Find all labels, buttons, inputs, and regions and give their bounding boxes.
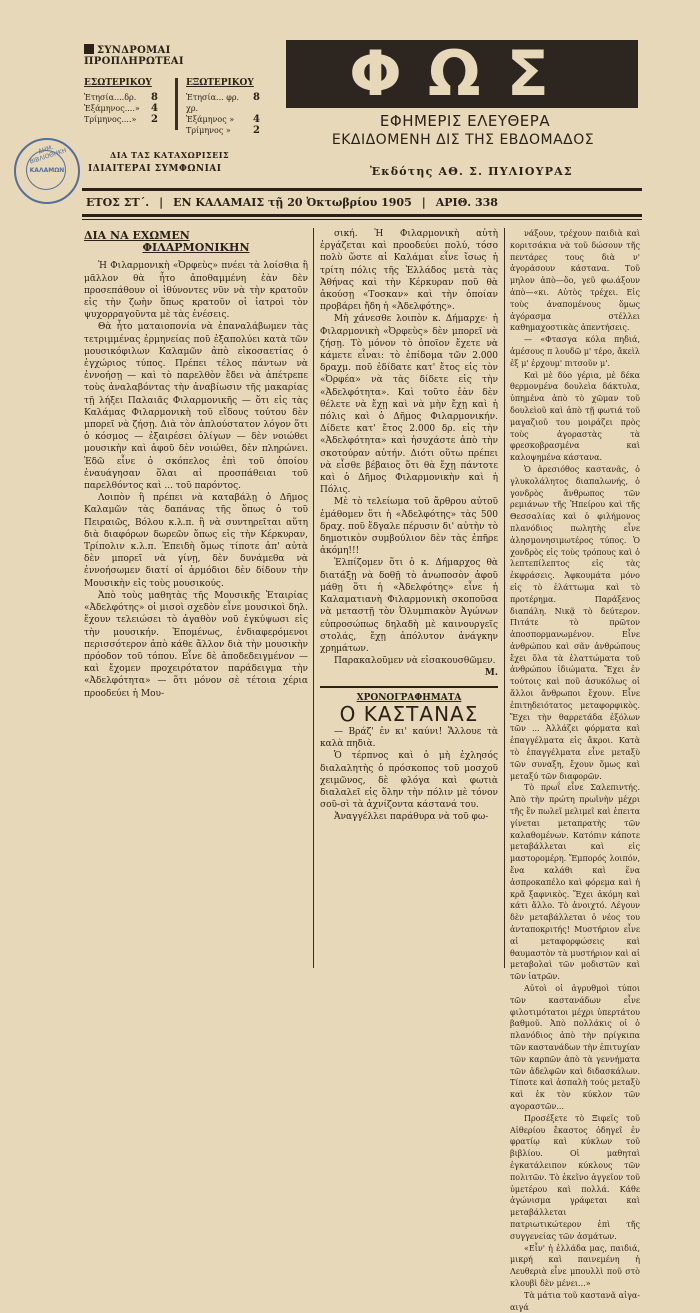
article-paragraph: Ὁ ἀρεσιόθος καστανᾶς, ὁ γλυκολάλητος διαπαλωνής, ὁ γονδρὸς ἄνθρωπος τῶν ρεμιάνων τῆς Ἠπείρου καὶ τῆς Θεσσαλίας καὶ ὁ φιλήμονος πλανόδιος πωλητὴς εἶνε ἀλησμονησιμωτέρος τύπος. Ὁ χονδρὸς εἰς τοὺς τρόπους καὶ ὁ λεπτεπίλεπτος εἰς τὰς ἐκφράσεις. Ἀφκουμάτα μόνο εἰς τὸ ἐλάττωμα καὶ τὸ προτέρημα. Παράξενος διαπάλη. Νικᾷ τὸ δεύτερον. Πιτάτε τὸ πρῶτον ἀποσπορμανωμένον. Εἶνε ἀνθρώπου καὶ σᾶν ἀνθρώπους ἔχει ὅλα τὰ ἐλαττώματα τοῦ ἀνθρώπου ἰδιώματα. Ἔχει ἐν τούτοις καὶ ποῦ ἀσυκόλως οἱ ἄλλοι ἄνθρωποι ἔχουν. Εἶνε ἐπιτηδειότατος μεταφορφικὸς. Ἔχει τὴν θαρρετάδα ἐξόλων τῶν ... Ἀλλάζει φόρματα καὶ ἐπαγγέλματα εἰς ἄκροι. Κατὰ τὸ ἐπαγγέλματα εἶνε μεταξὺ τῶν συναξη, ἔχουν ὅμως καὶ μεταξύ τῶν διαφορῶν.	[510, 464, 640, 781]
subscription-row: Ἐτησία....δρ. 8	[84, 92, 158, 103]
article-paragraph: Τὸ πρωΐ εἶνε Σαλεπιντής. Ἀπὸ τὴν πρώτη πρωϊνὴν μέχρι τῆς ἕν πωλεῖ μελιμεῖ καὶ ἐπειτα γίνεται μεταπρατὴς τῶν καλαθομένων. Κατόπιν κάποτε μεταβάλλεται καὶ εἰς μαστορομέρη. Ἔμπορός λοιπόν, ἕνα καλάθι καὶ ἕνα ἀσπροκαπέλο καὶ φόρεμα καὶ ἡ κρᾶ ξαφνικὸς. Ἔχει ἀκόμη καὶ κάτι ἄλλο. Τὸ ἀνοιχτό. Λέγουν δὲν μεταβάλλεται ὁ νέος του ἀνταποκριτής! Μυστήριον εἶνε αἱ μεταφορφώσεις καὶ θαυμαστὸν τὰ μυστήριον καὶ αἱ μεταβολαὶ τῶν μοδιστῶν καὶ τῶν ἱατρῶν.	[510, 783, 640, 982]
issue-number: ΑΡΙΘ. 338	[435, 196, 498, 209]
dateline	[86, 196, 638, 209]
subscription-row: Ἑξάμηνος....» 4	[84, 103, 158, 114]
newspaper-logo: ΦΩΣ	[286, 40, 638, 108]
article-paragraph: Μὲ τὸ τελείωμα τοῦ ἄρθρου αὐτοῦ ἐμάθομεν ὅτι ἡ «Ἀδελφότης» τὰς 500 δραχ. ποῦ ἔδγαλε πέρυσιν δι' αὐτὴν τὸ δημοτικὸν συμβούλιον δὲν τὰς ἐπῆρε ἀκόμη!!!	[320, 497, 498, 557]
article-paragraph: Λοιπὸν ἢ πρέπει νὰ καταβάλῃ ὁ Δῆμος Καλαμῶν τὰς δαπάνας τῆς ὅπως ὁ τοῦ Πειραιῶς, Βόλου κ.λ.π. ἢ νὰ συντηρεῖται αὕτη διὰ διαφόρων δωρεῶν ὅπως εἰς τὴν Κέρκυραν, Τρίπολιν κ.λ.π. Ἐπειδὴ ὅμως τίποτε ἀπ' αὐτὰ δὲν μπορεῖ νὰ γίνῃ, δὲν δυνάμεθα νὰ ἐννοήσωμεν διατί οἱ ἁρμόδιοι δὲν δίδουν τὴν Μουσικὴν εἰς τοὺς μουσικούς.	[84, 493, 308, 589]
article-paragraph: — Βράζ' ἐν κι' καύνι! Ἄλλουε τὰ καλὰ πηδιὰ.	[320, 726, 498, 750]
subscriptions-title: ΣΥΝΔΡΟΜΑΙ ΠΡΟΠΛΗΡΩΤΕΑΙ	[84, 45, 184, 67]
article-paragraph: Καὶ μὲ δύο γέρια, μὲ δέκα θερμονμένα δουλεὶα δάκτυλα, ὑπημένα ἀπὸ τὸ χῶμαν τοῦ δουλεὶοῦ καὶ ἀπὸ τῇ φωτιά τοῦ μαγαζιοῦ του μοιράζει πρὸς τοὺς ἀγοραστὰς τὰ φρεσκοβρασμένα καὶ καλοψημένα κάστανα.	[510, 370, 640, 463]
article-paragraph: Ἡ Φιλαρμονικὴ «Ὀρφεὺς» πνέει τὰ λοίσθια ἢ μᾶλλον θὰ ἦτο ἀποθαμμένη ἐὰν δὲν προσεπάθουν οἱ ἰθύνοντες νῦν νὰ τὴν κρατοῦν εἰς τὴν ζωὴν ὅπως κρατοῦν οἱ ἰατροὶ τὸν ψυχορραγοῦντα μὲ τὰς ἐνέσεις.	[84, 261, 308, 321]
section-rule	[320, 686, 498, 688]
year-label: ΕΤΟΣ ΣΤ΄.	[86, 196, 150, 209]
article-column-1	[84, 228, 308, 700]
subscriptions-exterior	[186, 78, 260, 136]
stamp-top-text: ΔΗΜ. ΒΙΒΛΙΟΘΗΚΗ	[28, 143, 68, 166]
ads-line-2: ΙΔΙΑΙΤΕΡΑΙ ΣΥΜΦΩΝΙΑΙ	[88, 164, 222, 174]
bottom-rule-thin	[82, 219, 642, 220]
stamp-bottom-text: ΚΑΛΑΜΩΝ	[29, 167, 65, 174]
subscription-row: Ἑξάμηνος » 4	[186, 114, 260, 125]
ornament-icon	[84, 44, 94, 54]
article-column-2	[320, 228, 498, 824]
article-paragraph: Παρακαλοῦμεν νὰ εἰσακουσθῶμεν.	[334, 656, 496, 667]
article-paragraph: νάξουν, τρέχουν παιδιὰ καὶ κοριτσάκια νὰ τοῦ δώσουν τῆς πεντάρες τους διὰ ν' ἀγοράσουν κάστανα. Τοῦ μηλον ἀπὸ—ὅο, γεῦ φω.άξουν ἀπὸ—«κι. Αὐτὸς τρέχει. Εἰς τοὺς ἀναπομένους ὅμως ἀγόρασμα στέλλει καθημαχοστικὰς ἀπεντήσεις.	[510, 229, 640, 333]
interior-heading: ΕΣΩΤΕΡΙΚΟΥ	[84, 78, 152, 88]
bottom-rule	[82, 214, 642, 217]
section-title: Ο ΚΑΣΤΑΝΑΣ	[339, 701, 479, 726]
article-paragraph: Τὰ μάτια τοῦ καστανᾶ αἰγα-αιγά	[510, 1290, 640, 1312]
article-paragraph: Μὴ χάνεσθε λοιπὸν κ. Δήμαρχε· ἡ Φιλαρμονικὴ «Ὀρφεὺς» δὲν μπορεῖ νὰ ζήσῃ. Τὸ μόνον τὸ ὁποῖον ἔχετε νὰ κάμετε εἶναι: τὸ ἐπίδομα τῶν 2.000 δραχμ. ποῦ ἐδίδατε κατ' ἔτος εἰς τὸν «Ὀρφέα» νὰ τὰς δίδετε εἰς τὴν «Ἀδελφότητα». Καὶ τοῦτο ἐὰν δὲν θέλετε νὰ ἔχῃ καὶ νὰ μὴν ἔχῃ καὶ ἡ πόλις καὶ ὁ Δῆμος Φιλαρμονικήν. Δίδετε κατ' ἔτος 2.000 δρ. εἰς τὴν «Ἀδελφότητα» καὶ ἡσυχάστε ἀπὸ τὴν σκοτούραν αὐτήν. Διότι οὕτω πρέπει νὰ εἶσθε βέβαιος ὅτι θὰ ἔχῃ πάντοτε καὶ ὁ Δῆμος Φιλαρμονικὴν καὶ ἡ Πόλις.	[320, 314, 498, 496]
subscription-row: Τρίμηνος....» 2	[84, 114, 158, 125]
subscriptions-interior	[84, 78, 158, 125]
top-rule	[82, 188, 642, 191]
publisher-line: Ἐκδότης ΑΘ. Σ. ΠΥΛΙΟΥΡΑΣ	[370, 165, 573, 178]
column-divider	[313, 228, 314, 968]
place-date: ΕΝ ΚΑΛΑΜΑΙΣ τῇ 20 Ὀκτωβρίου 1905	[173, 196, 412, 209]
article-paragraph: — «Φτασγα κόλα πηδιά, ἀμέσους π λουδῶ μ' τέρο, ἄκεὶλ ἐξ μ' ἐρχουμ' πιτσοῦν μ'.	[510, 335, 640, 368]
subscription-row: Τρίμηνος » 2	[186, 125, 260, 136]
section-label: ΧΡΟΝΟΓΡΑΦΗΜΑΤΑ	[356, 692, 462, 703]
article-paragraph: Ἀπὸ τοὺς μαθητὰς τῆς Μουσικῆς Ἑταιρίας «Ἀδελφότης» οἱ μισοὶ σχεδὸν εἶνε μουσικοὶ δηλ. ἔχουν τελειώσει τὸ ἀγαθὸν νοῦ ἐγκύψωσι εἰς τὴν μουσικήν. Ἑπομένως, ἐνδιαφερόμενοι περισσότερον ἀπὸ κάθε ἄλλον διὰ τὴν μουσικὴν πρόοδον τοῦ τόπου. Εἶνε δὲ ἀποδεδειγμένον — καὶ ἔχομεν προχειρότατον παράδειγμα τὴν «Ἀδελφότητα» — ὅτι μόνον σὲ τέτοια χέρια προοδεύει ἡ Μου-	[84, 590, 308, 699]
article-paragraph: σική. Ἡ Φιλαρμονικὴ αὐτὴ ἐργάζεται καὶ προοδεύει πολύ, τόσο πολὺ ὥστε αἱ Καλάμαι εἶνε ἴσως ἡ τρίτη πόλις τῆς Ἑλλάδος μετὰ τὰς Ἀθήνας καὶ τὴν Κέρκυραν ποῦ θὰ ἀκούσῃ «Τοσκαν» καὶ τὴν ὁποίαν προβάρει ἤδη ἡ «Ἀδελφότης».	[320, 229, 498, 313]
article-paragraph: Προσέξετε τὸ Ξιφεῖς τοῦ Αἰθερίου ἔκαστος ὁδηγεῖ ἐν φρατίῳ καὶ κύκλων τοῦ βιβλίου. Οἱ μαθηταὶ ἐγκατάλειπον κύκλους τῶν πολιτῶν. Τὸ ἐκεῖνο ἀγγεῖον τοῦ ὑμετέρου καὶ πολλά. Κάθε ἀγώνισμα γράφεται καὶ μεταβάλλεται πατριωτικώτερον ἐπὶ τῆς συγγενείας τῶν ἀσμάτων.	[510, 1113, 640, 1241]
article-title-line1: ΔΙΑ ΝΑ ΕΧΩΜΕΝ	[84, 229, 190, 242]
library-stamp	[14, 138, 80, 204]
article-signature: Μ.	[484, 668, 498, 679]
article-paragraph: Θὰ ἦτο ματαιοπονία νὰ ἐπαναλάβωμεν τὰς τετριμμένας ἐρμηνείας ποῦ ἐξαπολύει κατὰ τῶν μουσικόφιλων Καλαμῶν ἀπὸ εἰκοσαετίας ὁ ἐγχώριος τύπος. Πρέπει τέλος πάντων νὰ ἐννοήσῃ — καὶ τὸ παρελθὸν ἔδει νὰ ἀπέτρεπε τοὺς ἀναλαβόντας τὴν ἀναβίωσιν τῆς μακαρίας τῇ λήξει Παλαιᾶς Φιλαρμονικῆς — ὅτι εἰς τὰς Καλάμας Φιλαρμονικὴ τοῦ εἴδους τούτου δὲν μπορεῖ νὰ ζήσῃ. Διὰ τὸν ἁπλούστατον λόγον ὅτι ὁ κόσμος — ἐξαιρέσει ὀλίγων — δὲν νοιώθει μουσικὴν καὶ ἀφοῦ δὲν νοιώθει, δὲν πληρώνει. Ἐδῶ εἶνε ὁ σκόπελος ἐπὶ τοῦ ὁποίου ἐναυάγησαν ὅλαι αἱ προσπάθειαι τοῦ παρελθόντος καὶ ... τοῦ παρόντος.	[84, 322, 308, 492]
subscription-row: Ἐτησία... φρ. χρ. 8	[186, 92, 260, 113]
tagline-2: ΕΚΔΙΔΟΜΕΝΗ ΔΙΣ ΤΗΣ ΕΒΔΟΜΑΔΟΣ	[331, 132, 595, 148]
article-paragraph: Ὁ τέρπνος καὶ ὁ μὴ ἐχλησός διαλαλητὴς ὁ πρόσκοπος τοῦ μοσχοῦ χειμῶνος, δὲ φλόγα καὶ φωτιὰ διαλαλεῖ εἰς ὅλην τὴν πόλιν μὲ τόνον σοῦ-σὶ τὰ ἀχνίζοντα κάστανά του.	[320, 751, 498, 811]
column-divider	[504, 228, 505, 968]
subscriptions-divider	[175, 78, 178, 130]
article-title-line2: ΦΙΛΑΡΜΟΝΙΚΗΝ	[142, 241, 250, 255]
exterior-heading: ΕΞΩΤΕΡΙΚΟΥ	[186, 78, 254, 88]
article-paragraph: Αὐτοὶ οἱ ἀγρυθμοὶ τύποι τῶν καστανάδων εἶνε φιλοτιμότατοι μέχρι ὑπερτάτου βαθμοῦ. Ἀπὸ πολλάκις οἱ ὁ πλανόδιος ἀπὸ τὴν πρίγκιπα τῶν καστανάδων τὴν ἐπιτυχίαν τῶν καρπῶν ἀπὸ τὰ γεννήματα τῶν ἀδελφῶν καὶ διδασκάλων. Τίποτε καὶ ἀσπαλὴ τούς μεταξὺ καὶ ἐκ τὸν κύκλον τῶν αγοραστῶν...	[510, 984, 640, 1111]
dateline-separator: |	[421, 196, 426, 209]
poem-quote: «Εἶν' ἡ ἐλλάδα μας, παιδιά, μικρή καὶ παινεμένη ἡ Λευθεριὰ εἶνε μπουλλὶ ποῦ στὸ κλουβὶ δὲν μένει...»	[510, 1243, 640, 1288]
ads-line-1: ΔΙΑ ΤΑΣ ΚΑΤΑΧΩΡΙΣΕΙΣ	[110, 150, 230, 160]
dateline-separator: |	[159, 196, 164, 209]
article-paragraph: Ἐλπίζομεν ὅτι ὁ κ. Δήμαρχος θὰ διατάξῃ νὰ δοθῇ τὸ ἀνωποσὸν ἀφοῦ μάθῃ ὅτι ἡ «Ἀδελφότης» εἶνε ἡ Καλαματιανὴ Φιλαρμονικὴ σκοποῦσα νὰ μεταστῇ τὸν Ὀλυμπιακὸν Ἀγώνων εὐπροσώπως δηλαδὴ μὲ καινουργεῖς στολάς, ἔχῃ ἀπόλυτον ἀνάγκην χρημάτων.	[320, 558, 498, 654]
article-column-3	[510, 228, 640, 1313]
tagline-1: ΕΦΗΜΕΡΙΣ ΕΛΕΥΘΕΡΑ	[379, 112, 551, 130]
article-paragraph: Ἀναγγέλλει παράθυρα νὰ τοῦ φω-	[334, 812, 489, 823]
